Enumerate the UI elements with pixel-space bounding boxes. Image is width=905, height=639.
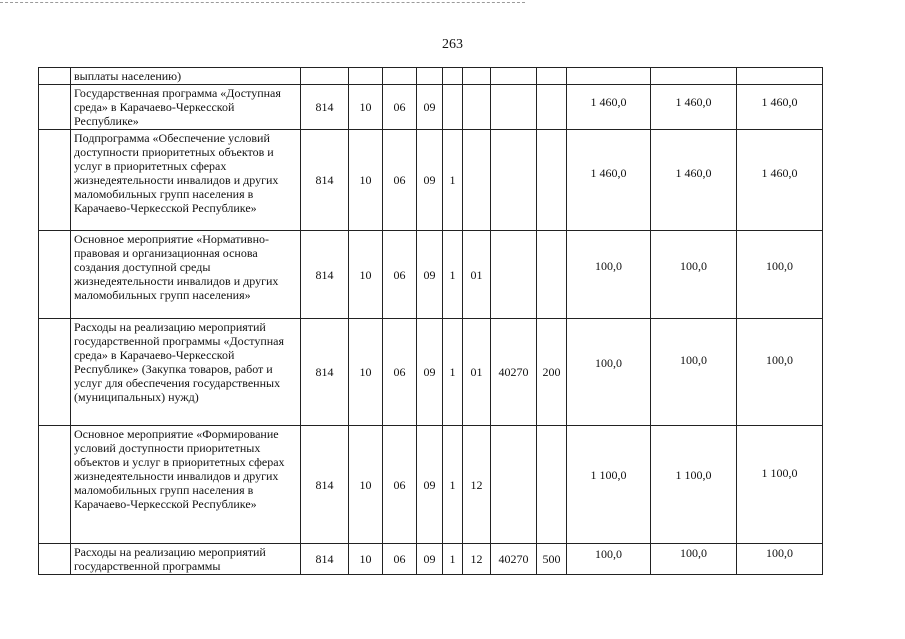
expense-code-cell	[491, 68, 537, 85]
subsection-code-cell: 06	[383, 426, 417, 544]
amount-cell-1: 1 460,0	[567, 85, 651, 130]
section-code-cell	[349, 68, 383, 85]
subsection-code-cell: 06	[383, 85, 417, 130]
table-row	[39, 231, 823, 319]
expense-code-cell	[491, 231, 537, 319]
section-code-cell: 10	[349, 231, 383, 319]
row-margin-cell	[39, 231, 71, 319]
row-margin-cell	[39, 130, 71, 231]
subsection-code-cell: 06	[383, 231, 417, 319]
event-code-cell: 12	[463, 426, 491, 544]
amount-cell-2: 100,0	[651, 231, 737, 319]
row-margin-cell	[39, 544, 71, 575]
amount-cell-1	[567, 68, 651, 85]
event-code-cell	[463, 85, 491, 130]
amount-cell-1: 1 460,0	[567, 130, 651, 231]
subsection-code-cell	[383, 68, 417, 85]
program-code-cell: 09	[417, 130, 443, 231]
expense-type-cell: 200	[537, 319, 567, 426]
event-code-cell: 12	[463, 544, 491, 575]
expense-type-cell	[537, 130, 567, 231]
expense-code-cell: 40270	[491, 319, 537, 426]
program-code-cell: 09	[417, 85, 443, 130]
row-margin-cell	[39, 68, 71, 85]
row-description: Расходы на реализацию мероприятий государственной программы	[71, 544, 301, 575]
amount-cell-1: 100,0	[567, 231, 651, 319]
table-row	[39, 319, 823, 426]
subprogram-code-cell: 1	[443, 544, 463, 575]
table-row	[39, 68, 823, 85]
budget-table	[38, 67, 823, 575]
admin-code-cell: 814	[301, 85, 349, 130]
amount-cell-2: 1 100,0	[651, 426, 737, 544]
program-code-cell: 09	[417, 426, 443, 544]
amount-cell-2: 1 460,0	[651, 85, 737, 130]
amount-cell-3	[737, 68, 823, 85]
expense-type-cell	[537, 426, 567, 544]
table-row	[39, 130, 823, 231]
expense-type-cell	[537, 231, 567, 319]
row-description: выплаты населению)	[71, 68, 301, 85]
amount-cell-3: 1 100,0	[737, 426, 823, 544]
expense-code-cell: 40270	[491, 544, 537, 575]
event-code-cell: 01	[463, 319, 491, 426]
table-row	[39, 426, 823, 544]
amount-cell-2	[651, 68, 737, 85]
row-description: Основное мероприятие «Нормативно-правовая и организационная основа создания доступной среды жизнедеятельности инвалидов и других маломобильных групп населения»	[71, 231, 301, 319]
subprogram-code-cell: 1	[443, 426, 463, 544]
admin-code-cell	[301, 68, 349, 85]
subprogram-code-cell	[443, 85, 463, 130]
subprogram-code-cell	[443, 68, 463, 85]
admin-code-cell: 814	[301, 544, 349, 575]
program-code-cell	[417, 68, 443, 85]
subsection-code-cell: 06	[383, 544, 417, 575]
expense-code-cell	[491, 85, 537, 130]
amount-cell-1: 100,0	[567, 319, 651, 426]
subsection-code-cell: 06	[383, 319, 417, 426]
section-code-cell: 10	[349, 426, 383, 544]
expense-code-cell	[491, 426, 537, 544]
amount-cell-1: 1 100,0	[567, 426, 651, 544]
expense-type-cell	[537, 68, 567, 85]
event-code-cell	[463, 130, 491, 231]
program-code-cell: 09	[417, 319, 443, 426]
event-code-cell	[463, 68, 491, 85]
expense-type-cell	[537, 85, 567, 130]
amount-cell-1: 100,0	[567, 544, 651, 575]
section-code-cell: 10	[349, 85, 383, 130]
program-code-cell: 09	[417, 231, 443, 319]
amount-cell-3: 1 460,0	[737, 85, 823, 130]
row-margin-cell	[39, 319, 71, 426]
row-margin-cell	[39, 426, 71, 544]
section-code-cell: 10	[349, 130, 383, 231]
amount-cell-3: 100,0	[737, 544, 823, 575]
row-description: Государственная программа «Доступная среда» в Карачаево-Черкесской Республике»	[71, 85, 301, 130]
subprogram-code-cell: 1	[443, 231, 463, 319]
expense-type-cell: 500	[537, 544, 567, 575]
table-row	[39, 85, 823, 130]
admin-code-cell: 814	[301, 319, 349, 426]
page-number: 263	[442, 37, 463, 52]
amount-cell-3: 1 460,0	[737, 130, 823, 231]
row-description: Подпрограмма «Обеспечение условий доступности приоритетных объектов и услуг в приоритетных сферах жизнедеятельности инвалидов и других маломобильных групп населения в Карачаево-Черкесской Республике»	[71, 130, 301, 231]
top-scan-rule	[0, 2, 525, 3]
event-code-cell: 01	[463, 231, 491, 319]
program-code-cell: 09	[417, 544, 443, 575]
expense-code-cell	[491, 130, 537, 231]
amount-cell-3: 100,0	[737, 319, 823, 426]
amount-cell-2: 100,0	[651, 544, 737, 575]
admin-code-cell: 814	[301, 426, 349, 544]
subprogram-code-cell: 1	[443, 319, 463, 426]
admin-code-cell: 814	[301, 231, 349, 319]
row-description: Расходы на реализацию мероприятий государственной программы «Доступная среда» в Карачаево-Черкесской Республике» (Закупка товаров, работ и услуг для обеспечения государственных (муниципальных) нужд)	[71, 319, 301, 426]
amount-cell-3: 100,0	[737, 231, 823, 319]
row-description: Основное мероприятие «Формирование условий доступности приоритетных объектов и услуг в приоритетных сферах жизнедеятельности инвалидов и других маломобильных групп населения в Карачаево-Черкесской Республике»	[71, 426, 301, 544]
table-row	[39, 544, 823, 575]
amount-cell-2: 100,0	[651, 319, 737, 426]
row-margin-cell	[39, 85, 71, 130]
subsection-code-cell: 06	[383, 130, 417, 231]
section-code-cell: 10	[349, 544, 383, 575]
section-code-cell: 10	[349, 319, 383, 426]
subprogram-code-cell: 1	[443, 130, 463, 231]
amount-cell-2: 1 460,0	[651, 130, 737, 231]
admin-code-cell: 814	[301, 130, 349, 231]
